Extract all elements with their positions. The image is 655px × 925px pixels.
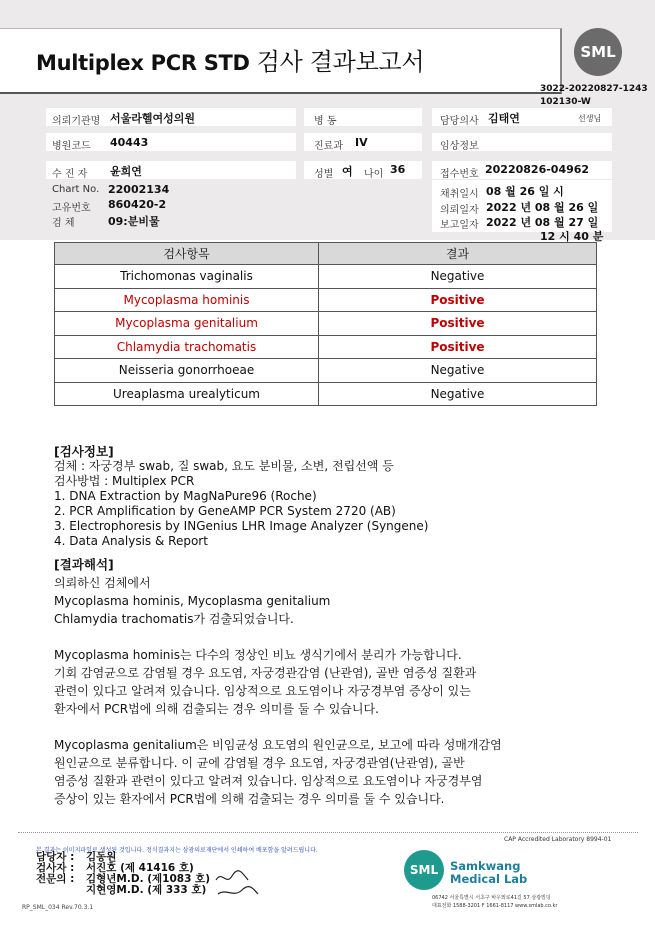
ward-label: 병 동: [314, 116, 337, 127]
test-item-cell: Mycoplasma genitalium: [55, 312, 319, 336]
results-table: [54, 242, 597, 406]
test-item-cell: Mycoplasma hominis: [55, 288, 319, 312]
col-item-header: 검사항목: [55, 243, 319, 265]
test-result-cell: Positive: [319, 312, 597, 336]
address: 06742 서울특별시 서초구 바우뫼로41길 57 삼광빌딩 대표전화 1588-3201 F 1661-8117 www.smlab.co.kr: [432, 895, 558, 909]
doctor-suffix: 선생님: [578, 114, 602, 123]
report-title: Multiplex PCR STD 검사 결과보고서: [36, 48, 425, 76]
test-info-section: [54, 444, 428, 549]
table-row: [55, 312, 597, 336]
test-result-cell: Positive: [319, 335, 597, 359]
report-label: 보고일자: [440, 220, 479, 231]
test-item-cell: Trichomonas vaginalis: [55, 265, 319, 289]
clinical-label: 임상정보: [440, 141, 479, 152]
test-info-line: 3. Electrophoresis by INGenius LHR Image Analyzer (Syngene): [54, 519, 429, 533]
receipt-value: 20220826-04962: [485, 163, 590, 176]
specimen-value: 09:분비물: [108, 215, 160, 228]
table-row: [55, 359, 597, 383]
unique-label: 고유번호: [52, 203, 91, 214]
signature-icon: [212, 866, 262, 900]
test-info-heading: [검사정보]: [54, 444, 114, 459]
footer-divider: [18, 832, 638, 833]
report-value: 2022 년 08 월 27 일: [486, 216, 599, 229]
test-info-line: 검사방법 : Multiplex PCR: [54, 474, 195, 488]
test-info-line: 4. Data Analysis & Report: [54, 534, 208, 548]
sex-value: 여: [342, 165, 353, 178]
test-item-cell: Neisseria gonorrhoeae: [55, 359, 319, 383]
accreditation-note: CAP Accredited Laboratory 8994-01: [504, 836, 612, 843]
table-row: [55, 265, 597, 289]
interpretation-heading: [결과해석]: [54, 557, 114, 572]
table-row: [55, 382, 597, 406]
request-value: 2022 년 08 월 26 일: [486, 201, 599, 214]
name-label: 수 진 자: [52, 169, 88, 180]
dept-label: 진료과: [314, 141, 343, 152]
test-item-cell: Chlamydia trachomatis: [55, 335, 319, 359]
receipt-label: 접수번호: [440, 169, 479, 180]
collect-value: 08 월 26 일 시: [486, 185, 564, 198]
signature-block: 담당자 : 김동원 검사자 : 서진호 (제 41416 호) 전문의 : 김형년M.D. (제1083 호) 지현영M.D. (제 333 호): [36, 851, 210, 896]
brand-name: Samkwang Medical Lab: [450, 859, 528, 886]
test-info-line: 검체 : 자궁경부 swab, 질 swab, 요도 분비물, 소변, 전립선액 등: [54, 459, 394, 473]
table-row: [55, 288, 597, 312]
footer-note: 본 결과는 이미지파일로 생성된 것입니다. 정식결과지는 삼광의료재단에서 인쇄하여 배포함을 알려드립니다.: [36, 847, 318, 854]
report-time: 12 시 40 분: [540, 230, 604, 243]
interp-paragraph: 의뢰하신 검체에서 Mycoplasma hominis, Mycoplasma genitalium Chlamydia trachomatis가 검출되었습니다.: [54, 576, 331, 626]
chart-label: Chart No.: [52, 184, 100, 195]
form-number: RP_SML_034 Rev.70.3.1: [22, 904, 94, 911]
doctor-value: 김태연: [488, 112, 520, 125]
test-result-cell: Positive: [319, 288, 597, 312]
table-header-row: [55, 243, 597, 265]
table-row: [55, 335, 597, 359]
test-result-cell: Negative: [319, 359, 597, 383]
unique-value: 860420-2: [108, 198, 167, 211]
name-value: 윤희연: [110, 165, 142, 178]
test-result-cell: Negative: [319, 382, 597, 406]
hospital-code-value: 40443: [110, 136, 149, 149]
specimen-label: 검 체: [52, 218, 75, 229]
request-label: 의뢰일자: [440, 205, 479, 216]
collect-label: 채취일시: [440, 189, 479, 200]
interp-paragraph: Mycoplasma hominis는 다수의 정상인 비뇨 생식기에서 분리가 가능합니다. 기회 감염균으로 감염될 경우 요도염, 자궁경관감염 (난관염), 골반 염증성 질환과 관련이 있다고 알려져 있습니다. 임상적으로 요도염이나 자궁경부염 증상이 있는 환자에서 PCR법에 의해 검출되는 경우 의미를 둘 수 있습니다.: [54, 648, 477, 716]
document-number: 3022-20220827-1243 102130-W: [540, 84, 648, 107]
doctor-label: 담당의사: [440, 116, 479, 127]
age-label: 나이: [364, 169, 384, 180]
chart-value: 22002134: [108, 183, 170, 196]
interp-paragraph: Mycoplasma genitalium은 비임균성 요도염의 원인균으로, 보고에 따라 성매개감염 원인균으로 분류합니다. 이 균에 감염될 경우 요도염, 자궁경관염(난관염), 골반 염증성 질환과 관련이 있다고 알려져 있습니다. 임상적으로 요도염이나 자궁경부염 증상이 있는 환자에서 PCR법에 의해 검출되는 경우 의미를 둘 수 있습니다.: [54, 738, 502, 806]
age-value: 36: [390, 163, 406, 176]
sex-label: 성별: [314, 169, 334, 180]
institution-label: 의뢰기관명: [52, 116, 101, 127]
test-info-line: 2. PCR Amplification by GeneAMP PCR System 2720 (AB): [54, 504, 396, 518]
col-result-header: 결과: [319, 243, 597, 265]
sml-footer-logo: SML: [404, 850, 444, 890]
interpretation-section: [54, 556, 614, 826]
test-result-cell: Negative: [319, 265, 597, 289]
test-item-cell: Ureaplasma urealyticum: [55, 382, 319, 406]
hospital-code-label: 병원코드: [52, 141, 91, 152]
sml-logo: SML: [574, 28, 622, 76]
dept-value: IV: [355, 136, 368, 149]
institution-value: 서울라헬여성의원: [110, 112, 196, 125]
test-info-line: 1. DNA Extraction by MagNaPure96 (Roche): [54, 489, 317, 503]
